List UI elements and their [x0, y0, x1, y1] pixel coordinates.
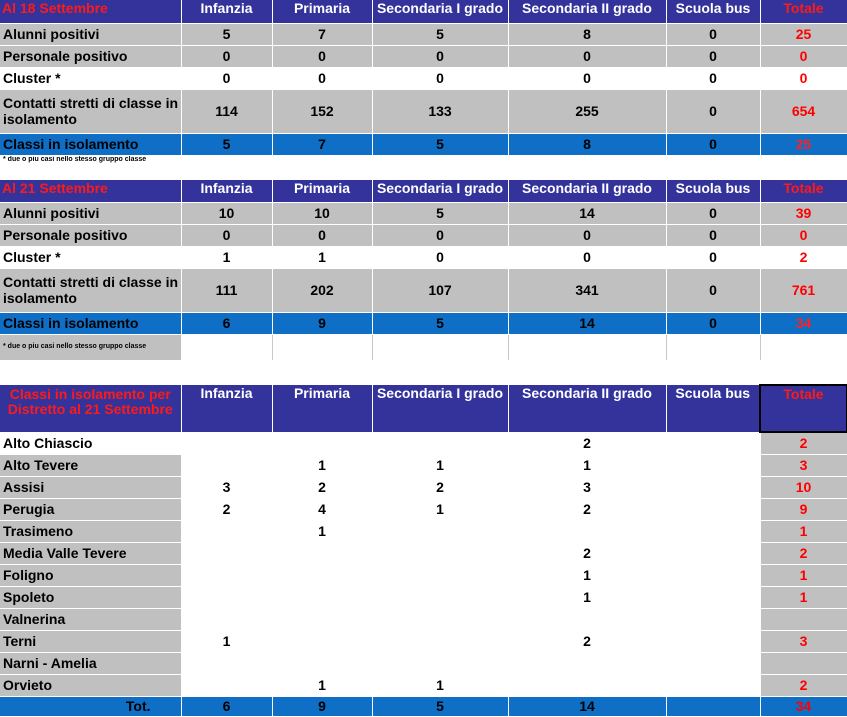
row-label: Alto Chiascio: [0, 432, 181, 454]
cell: 0: [508, 246, 666, 268]
cell: 5: [181, 23, 272, 45]
cell: 152: [272, 89, 372, 133]
cell: 0: [372, 67, 508, 89]
footnote: * due o piu casi nello stesso gruppo classe: [0, 155, 181, 169]
cell: 10: [272, 202, 372, 224]
cell: [508, 674, 666, 696]
cell: [181, 520, 272, 542]
table-row: [0, 630, 847, 652]
table-21-settembre: [0, 180, 847, 385]
footnote: * due o piu casi nello stesso gruppo classe: [0, 334, 181, 360]
cell: 0: [666, 246, 760, 268]
cell: 0: [666, 224, 760, 246]
cell: 1: [508, 564, 666, 586]
table-row: [0, 498, 847, 520]
cell: 7: [272, 133, 372, 155]
cell: [666, 630, 760, 652]
cell-total: 2: [760, 542, 847, 564]
cell: [666, 520, 760, 542]
cell: 5: [372, 133, 508, 155]
table-row: [0, 608, 847, 630]
cell: [372, 608, 508, 630]
cell-total: 654: [760, 89, 847, 133]
cell-total: 3: [760, 630, 847, 652]
cell: [372, 542, 508, 564]
row-label: Alunni positivi: [0, 202, 181, 224]
cell: [372, 652, 508, 674]
cell: [508, 608, 666, 630]
cell-total: 1: [760, 520, 847, 542]
cell: 5: [372, 23, 508, 45]
col-secondaria-2: Secondaria II grado: [508, 385, 666, 432]
cell: [508, 520, 666, 542]
cell: 1: [272, 674, 372, 696]
cell-total: 2: [760, 674, 847, 696]
cell: [666, 432, 760, 454]
cell: [666, 564, 760, 586]
table-row: [0, 432, 847, 454]
table-row: [0, 246, 847, 268]
header-row: [0, 385, 847, 432]
cell: 255: [508, 89, 666, 133]
table-row: [0, 454, 847, 476]
table-distretti: [0, 384, 847, 717]
row-label: Contatti stretti di classe in isolamento: [0, 268, 181, 312]
table-row: [0, 564, 847, 586]
cell: [181, 608, 272, 630]
col-scuola-bus: Scuola bus: [666, 180, 760, 202]
cell: 0: [372, 224, 508, 246]
row-label: Alunni positivi: [0, 23, 181, 45]
header-row: [0, 0, 847, 23]
row-label: Perugia: [0, 498, 181, 520]
cell: [181, 652, 272, 674]
cell: [372, 630, 508, 652]
cell: 1: [272, 454, 372, 476]
col-scuola-bus: Scuola bus: [666, 385, 760, 432]
table-row: [0, 312, 847, 334]
cell: [181, 432, 272, 454]
cell: 0: [666, 202, 760, 224]
cell: 0: [666, 45, 760, 67]
row-label: Assisi: [0, 476, 181, 498]
col-secondaria-1: Secondaria I grado: [372, 0, 508, 23]
cell: 0: [508, 67, 666, 89]
cell: [372, 564, 508, 586]
row-label: Narni - Amelia: [0, 652, 181, 674]
cell: 0: [508, 45, 666, 67]
cell-total: 0: [760, 224, 847, 246]
row-label: Media Valle Tevere: [0, 542, 181, 564]
cell: 0: [666, 312, 760, 334]
cell: 1: [272, 520, 372, 542]
table-row: [0, 674, 847, 696]
table-row: [0, 652, 847, 674]
col-totale: Totale: [760, 0, 847, 23]
table-title: Al 18 Settembre: [0, 0, 181, 23]
cell: 8: [508, 23, 666, 45]
col-secondaria-2: Secondaria II grado: [508, 0, 666, 23]
cell: 6: [181, 696, 272, 716]
cell: 0: [272, 224, 372, 246]
cell: 1: [508, 586, 666, 608]
cell: 6: [181, 312, 272, 334]
col-primaria: Primaria: [272, 385, 372, 432]
cell: 2: [272, 476, 372, 498]
row-label: Cluster *: [0, 246, 181, 268]
cell: 3: [508, 476, 666, 498]
cell: [666, 586, 760, 608]
cell-total: 1: [760, 564, 847, 586]
cell: 10: [181, 202, 272, 224]
col-totale: Totale: [760, 180, 847, 202]
cell: 2: [508, 432, 666, 454]
cell-total: 0: [760, 45, 847, 67]
table-row: [0, 476, 847, 498]
cell: [508, 652, 666, 674]
cell: [181, 542, 272, 564]
cell: 9: [272, 312, 372, 334]
cell: 5: [181, 133, 272, 155]
cell: 0: [666, 133, 760, 155]
table-row: [0, 23, 847, 45]
row-label: Trasimeno: [0, 520, 181, 542]
cell: 9: [272, 696, 372, 716]
col-primaria: Primaria: [272, 0, 372, 23]
cell: 14: [508, 696, 666, 716]
cell: 7: [272, 23, 372, 45]
cell: 14: [508, 312, 666, 334]
cell: [181, 586, 272, 608]
cell: 5: [372, 312, 508, 334]
cell-total: 34: [760, 312, 847, 334]
cell: 111: [181, 268, 272, 312]
cell: 114: [181, 89, 272, 133]
table-row: [0, 133, 847, 155]
row-label: Foligno: [0, 564, 181, 586]
col-secondaria-1: Secondaria I grado: [372, 180, 508, 202]
cell: 2: [372, 476, 508, 498]
col-totale: Totale: [760, 385, 847, 432]
cell: [666, 454, 760, 476]
col-secondaria-2: Secondaria II grado: [508, 180, 666, 202]
note-row: [0, 155, 847, 169]
cell: 133: [372, 89, 508, 133]
cell-total: 10: [760, 476, 847, 498]
cell: 14: [508, 202, 666, 224]
cell: 1: [372, 498, 508, 520]
cell: 2: [508, 498, 666, 520]
cell: [272, 586, 372, 608]
table-title: Al 21 Settembre: [0, 180, 181, 202]
table-row: [0, 67, 847, 89]
table-row: [0, 268, 847, 312]
cell-total: 25: [760, 23, 847, 45]
cell: [272, 652, 372, 674]
cell: [666, 652, 760, 674]
cell: [666, 674, 760, 696]
cell-total: 25: [760, 133, 847, 155]
cell: 2: [508, 630, 666, 652]
col-scuola-bus: Scuola bus: [666, 0, 760, 23]
table-row: [0, 45, 847, 67]
cell: 3: [181, 476, 272, 498]
row-label: Spoleto: [0, 586, 181, 608]
cell: [666, 608, 760, 630]
cell: 1: [372, 674, 508, 696]
cell: [272, 432, 372, 454]
cell: 2: [181, 498, 272, 520]
cell: [272, 608, 372, 630]
cell-total: [760, 608, 847, 630]
cell: 1: [272, 246, 372, 268]
table-row: [0, 224, 847, 246]
cell: [181, 564, 272, 586]
cell: 2: [508, 542, 666, 564]
cell: 107: [372, 268, 508, 312]
cell-total: 34: [760, 696, 847, 716]
note-row: [0, 334, 847, 360]
cell: [372, 586, 508, 608]
col-primaria: Primaria: [272, 180, 372, 202]
cell: 5: [372, 696, 508, 716]
row-label: Terni: [0, 630, 181, 652]
table-row: [0, 586, 847, 608]
cell-total: 1: [760, 586, 847, 608]
cell: [666, 542, 760, 564]
header-row: [0, 180, 847, 202]
total-label: Tot.: [0, 696, 181, 716]
cell: 1: [372, 454, 508, 476]
cell: 1: [508, 454, 666, 476]
cell: 0: [666, 268, 760, 312]
cell: 0: [181, 45, 272, 67]
cell: 0: [666, 89, 760, 133]
row-label: Personale positivo: [0, 45, 181, 67]
cell-total: 2: [760, 432, 847, 454]
row-label: Classi in isolamento: [0, 133, 181, 155]
col-infanzia: Infanzia: [181, 0, 272, 23]
col-secondaria-1: Secondaria I grado: [372, 385, 508, 432]
total-row: [0, 696, 847, 716]
cell: 1: [181, 630, 272, 652]
cell: 0: [372, 45, 508, 67]
table-row: [0, 520, 847, 542]
cell-total: 0: [760, 67, 847, 89]
cell: 0: [272, 67, 372, 89]
cell: [372, 432, 508, 454]
cell-total: [760, 652, 847, 674]
cell-total: 9: [760, 498, 847, 520]
cell: 202: [272, 268, 372, 312]
cell: [666, 696, 760, 716]
cell: 341: [508, 268, 666, 312]
row-label: Valnerina: [0, 608, 181, 630]
row-label: Contatti stretti di classe in isolamento: [0, 89, 181, 133]
row-label: Personale positivo: [0, 224, 181, 246]
cell-total: 2: [760, 246, 847, 268]
cell: [372, 520, 508, 542]
cell-total: 3: [760, 454, 847, 476]
cell: 0: [508, 224, 666, 246]
table-row: [0, 542, 847, 564]
row-label: Orvieto: [0, 674, 181, 696]
cell: [272, 630, 372, 652]
cell: 0: [181, 224, 272, 246]
cell-total: 761: [760, 268, 847, 312]
row-label: Alto Tevere: [0, 454, 181, 476]
cell: 0: [181, 67, 272, 89]
cell: 5: [372, 202, 508, 224]
row-label: Classi in isolamento: [0, 312, 181, 334]
table-row: [0, 89, 847, 133]
cell: [272, 564, 372, 586]
cell: 1: [181, 246, 272, 268]
cell: 0: [272, 45, 372, 67]
cell: 8: [508, 133, 666, 155]
cell-total: 39: [760, 202, 847, 224]
cell: 0: [666, 23, 760, 45]
cell: 4: [272, 498, 372, 520]
cell: 0: [372, 246, 508, 268]
table-18-settembre: [0, 0, 847, 170]
row-label: Cluster *: [0, 67, 181, 89]
cell: 0: [666, 67, 760, 89]
spacer-row: [0, 360, 847, 384]
col-infanzia: Infanzia: [181, 180, 272, 202]
table-row: [0, 202, 847, 224]
cell: [272, 542, 372, 564]
table-title: Classi in isolamento per Distretto al 21 Settembre: [0, 385, 181, 432]
cell: [181, 674, 272, 696]
cell: [666, 476, 760, 498]
cell: [666, 498, 760, 520]
cell: [181, 454, 272, 476]
col-infanzia: Infanzia: [181, 385, 272, 432]
